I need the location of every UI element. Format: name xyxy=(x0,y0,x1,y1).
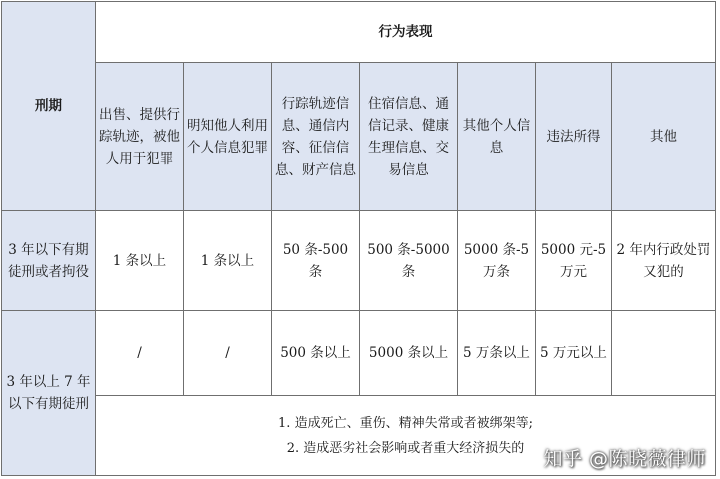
row-header-term: 3 年以上 7 年以下有期徒刑 xyxy=(2,311,96,476)
row-header-term: 3 年以下有期徒刑或者拘役 xyxy=(2,211,96,311)
table-cell: 5000 元-5 万元 xyxy=(536,211,612,311)
note-line: 2. 造成恶劣社会影响或者重大经济损失的 xyxy=(286,440,525,456)
column-header: 行踪轨迹信息、通信内容、征信信息、财产信息 xyxy=(272,63,360,211)
table-cell: 1 条以上 xyxy=(184,211,272,311)
table-cell xyxy=(612,311,716,396)
corner-header-term: 刑期 xyxy=(2,2,96,211)
column-header: 明知他人利用个人信息犯罪 xyxy=(184,63,272,211)
table-cell: 5000 条以上 xyxy=(360,311,458,396)
table-cell: 1 条以上 xyxy=(96,211,184,311)
table-cell: 5 万条以上 xyxy=(458,311,536,396)
table-cell: 5 万元以上 xyxy=(536,311,612,396)
column-header: 出售、提供行踪轨迹，被他人用于犯罪 xyxy=(96,63,184,211)
column-header: 其他 xyxy=(612,63,716,211)
group-header-behavior: 行为表现 xyxy=(96,2,716,63)
table-cell: 2 年内行政处罚又犯的 xyxy=(612,211,716,311)
note-line: 1. 造成死亡、重伤、精神失常或者被绑架等; xyxy=(278,415,533,431)
column-header: 其他个人信息 xyxy=(458,63,536,211)
table-cell: 500 条-5000 条 xyxy=(360,211,458,311)
watermark: 知乎 @陈晓薇律师 xyxy=(543,448,706,470)
table-cell: 5000 条-5 万条 xyxy=(458,211,536,311)
table-cell: 500 条以上 xyxy=(272,311,360,396)
column-header: 违法所得 xyxy=(536,63,612,211)
table-cell: 50 条-500 条 xyxy=(272,211,360,311)
column-header: 住宿信息、通信记录、健康生理信息、交易信息 xyxy=(360,63,458,211)
table-cell: / xyxy=(184,311,272,396)
table-cell: / xyxy=(96,311,184,396)
sentencing-table xyxy=(1,1,716,476)
